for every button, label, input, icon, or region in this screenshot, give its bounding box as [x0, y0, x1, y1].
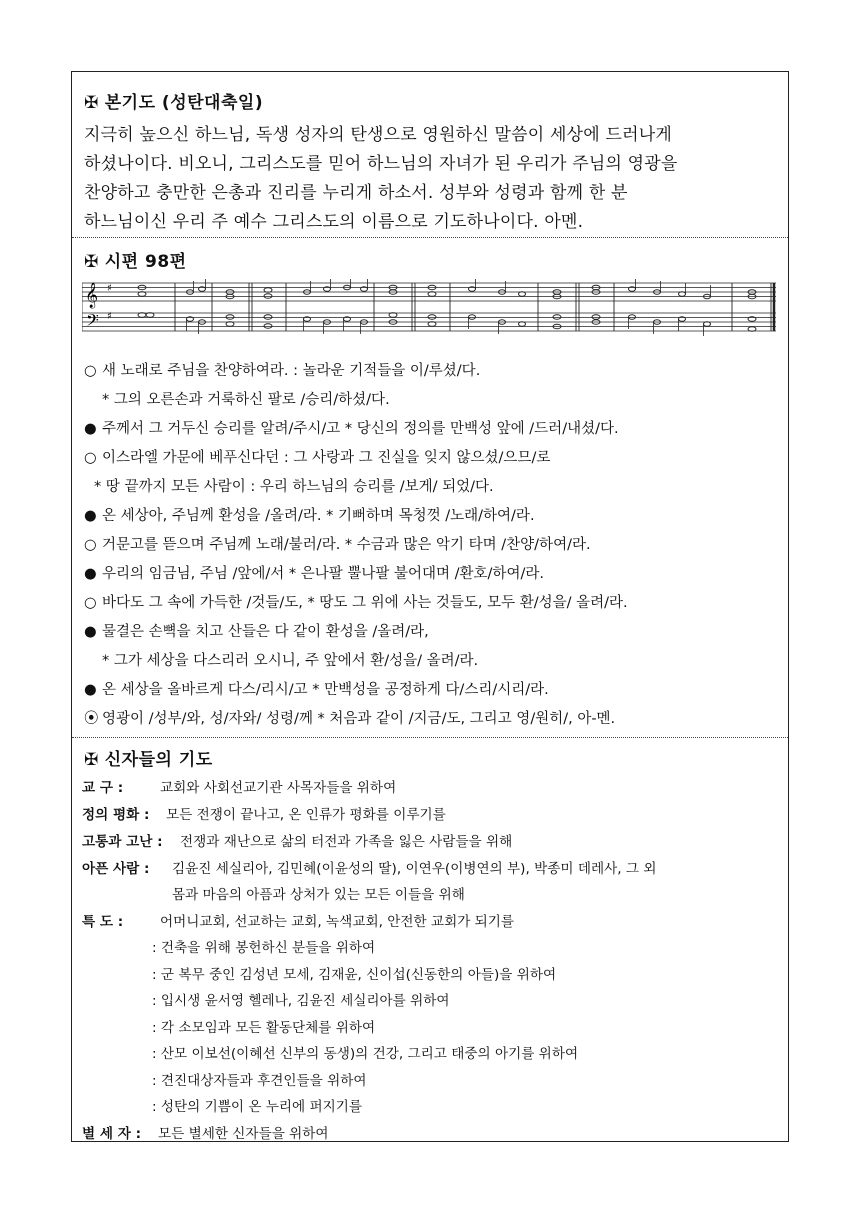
psalm-verse: * 그가 세상을 다스리러 오시니, 주 앞에서 환/성을/ 올려/라. [102, 653, 479, 669]
psalm-title: 시편 98편 [104, 252, 187, 272]
filled-circle-icon: ● [84, 566, 97, 582]
intercessions-title: 신자들의 기도 [104, 750, 213, 770]
open-circle-icon: ○ [84, 595, 97, 611]
collect-line: 찬양하고 충만한 은총과 진리를 누리게 하소서. 성부와 성령과 함께 한 분 [84, 183, 628, 203]
cross-icon: ✠ [84, 93, 99, 113]
anglican-chant-score [82, 279, 780, 337]
psalm-verse: ○ 바다도 그 속에 가득한 /것들/도, * 땅도 그 위에 사는 것들도, 모두 환/성을/ 올려/라. [84, 595, 628, 611]
psalm-verse: ○ 거문고를 뜯으며 주님께 노래/불러/라. * 수금과 많은 악기 타며 /찬양/하여/라. [84, 537, 591, 553]
liturgy-frame: ✠ 본기도 (성탄대축일) 지극히 높으신 하느님, 독생 성자의 탄생으로 영원하신 말씀이 세상에 드러나게 하셨나이다. 비오니, 그리스도를 믿어 하느님의 자녀가 된 우리가 주님의 영광을 찬양하고 충만한 은총과 진리를 누리게 하소서. 성부와 성령과 함께 한 분 하느님이신 우리 주 예수 그리스도의 이름으로 기도하나이다. 아멘. ✠ 시편 98편 𝄞 𝄢 ♯ ♯ ○ 새 노래로 주님을 찬양하여라. : 놀라운 기적들을 이/루셨/다. * 그의 오른손과 거룩하신 팔로 /승리/하셨/다. ● 주께서 그 거두신 승리를 알려/주시/고 * 당신의 정의를 만백성 앞에 /드러/내셨/다. ○ 이스라엘 가문에 베푸신다던 : 그 사랑과 그 진실을 잊지 않으셨/으므/로 * 땅 끝까지 모든 사람이 : 우리 하느님의 승리를 /보게/ 되었/다. ● 온 세상아, 주님께 환성을 /올려/라. * 기뻐하며 목청껏 /노래/하여/라. ○ 거문고를 뜯으며 주님께 노래/불러/라. * 수금과 많은 악기 타며 /찬양/하여/라. ● 우리의 임금님, 주님 /앞에/서 * 은나팔 뿔나팔 불어대며 /환호/하여/라. ○ 바다도 그 속에 가득한 /것들/도, * 땅도 그 위에 사는 것들도, 모두 환/성을/ 올려/라. ● 물결은 손뼉을 치고 산들은 다 같이 환성을 /올려/라, * 그가 세상을 다스리러 오시니, 주 앞에서 환/성을/ 올려/라. ● 온 세상을 올바르게 다스/리시/고 * 만백성을 공정하게 다/스리/시리/라. ⦿ 영광이 /성부/와, 성/자와/ 성령/께 * 처음과 같이 /지금/도, 그리고 영/원히/, 아-멘. ✠ 신자들의 기도 교 구 : 교회와 사회선교기관 사목자들을 위하여 정의 평화 : 모든 전쟁이 끝나고, 온 인류가 평화를 이루기를 고통과 고난 : 전쟁과 재난으로 삶의 터전과 가족을 잃은 사람들을 위해 아픈 사람 : 김윤진 세실리아, 김민혜(이윤성의 딸), 이연우(이병연의 부), 박종미 데레사, 그 외 몸과 마음의 아픔과 상처가 있는 모든 이들을 위해 특 도 : 어머니교회, 선교하는 교회, 녹색교회, 안전한 교회가 되기를 : 건축을 위해 봉헌하신 분들을 위하여 : 군 복무 중인 김성년 모세, 김재윤, 신이섭(신동한의 아들)을 위하여 : 입시생 윤서영 헬레나, 김윤진 세실리아를 위하여 : 각 소모임과 모든 활동단체를 위하여 : 산모 이보선(이혜선 신부의 동생)의 건강, 그리고 태중의 아기를 위하여 : 견진대상자들과 후견인들을 위하여 : 성탄의 기쁨이 온 누리에 퍼지기를 별 세 자 : 모든 별세한 신자들을 위하여 [71, 71, 789, 1142]
filled-circle-icon: ● [84, 508, 97, 524]
collect-heading [84, 88, 263, 113]
psalm-verse: ● 우리의 임금님, 주님 /앞에/서 * 은나팔 뿔나팔 불어대며 /환호/하여/라. [84, 566, 544, 582]
cross-icon: ✠ [84, 252, 99, 272]
filled-circle-icon: ● [84, 421, 97, 437]
collect-line: 하느님이신 우리 주 예수 그리스도의 이름으로 기도하나이다. 아멘. [84, 212, 584, 232]
svg-text:𝄢: 𝄢 [86, 310, 99, 334]
svg-text:♯: ♯ [107, 311, 112, 322]
psalm-verse: ● 물결은 손뼉을 치고 산들은 다 같이 환성을 /올려/라, [84, 624, 429, 640]
section-divider [72, 237, 788, 238]
filled-circle-icon: ● [84, 682, 97, 698]
dotted-circle-icon: ⦿ [84, 711, 99, 727]
psalm-heading [84, 247, 187, 272]
open-circle-icon: ○ [84, 537, 97, 553]
psalm-verse: ⦿ 영광이 /성부/와, 성/자와/ 성령/께 * 처음과 같이 /지금/도, 그리고 영/원히/, 아-멘. [84, 707, 615, 728]
collect-line: 지극히 높으신 하느님, 독생 성자의 탄생으로 영원하신 말씀이 세상에 드러나게 [84, 125, 672, 145]
collect-line: 하셨나이다. 비오니, 그리스도를 믿어 하느님의 자녀가 된 우리가 주님의 영광을 [84, 154, 678, 174]
open-circle-icon: ○ [84, 450, 97, 466]
psalm-verse: ○ 새 노래로 주님을 찬양하여라. : 놀라운 기적들을 이/루셨/다. [84, 363, 481, 379]
svg-text:♯: ♯ [107, 283, 112, 294]
psalm-verse: ○ 이스라엘 가문에 베푸신다던 : 그 사랑과 그 진실을 잊지 않으셨/으므/로 [84, 450, 551, 466]
svg-text:𝄞: 𝄞 [85, 283, 99, 308]
psalm-verse: ● 온 세상아, 주님께 환성을 /올려/라. * 기뻐하며 목청껏 /노래/하여/라. [84, 508, 535, 524]
open-circle-icon: ○ [84, 363, 97, 379]
filled-circle-icon: ● [84, 624, 97, 640]
psalm-verse: ● 온 세상을 올바르게 다스/리시/고 * 만백성을 공정하게 다/스리/시리/라. [84, 682, 549, 698]
psalm-verse: * 그의 오른손과 거룩하신 팔로 /승리/하셨/다. [102, 392, 390, 408]
cross-icon: ✠ [84, 750, 99, 770]
collect-title: 본기도 (성탄대축일) [104, 93, 264, 113]
psalm-verse: ● 주께서 그 거두신 승리를 알려/주시/고 * 당신의 정의를 만백성 앞에 /드러/내셨/다. [84, 421, 619, 437]
section-divider [72, 737, 788, 738]
intercessions-heading [84, 745, 213, 770]
psalm-verse: * 땅 끝까지 모든 사람이 : 우리 하느님의 승리를 /보게/ 되었/다. [94, 479, 494, 495]
